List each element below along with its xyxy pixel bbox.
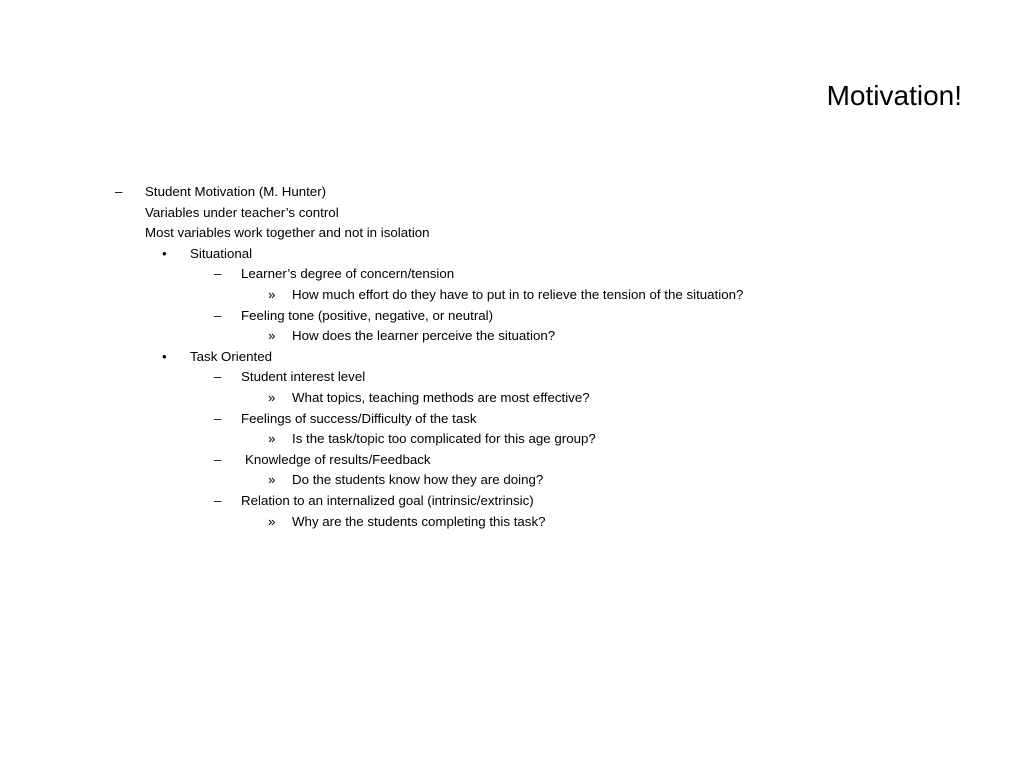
list-item [0,388,1024,409]
raquo-marker: » [268,472,276,488]
raquo-marker: » [268,389,276,405]
raquo-marker: » [268,328,276,344]
list-item-text: Variables under teacher’s control [145,204,339,220]
bullet-marker: • [162,348,167,364]
list-item [0,182,1024,203]
list-item [0,450,1024,471]
list-item [0,409,1024,430]
raquo-marker: » [268,431,276,447]
bullet-marker: • [162,245,167,261]
list-item-text: Knowledge of results/Feedback [245,451,431,467]
dash-marker: – [115,184,123,199]
list-item-text: How does the learner perceive the situation? [292,328,556,344]
list-item [0,367,1024,388]
list-item-text: Student interest level [241,369,366,385]
list-item-text: Student Motivation (M. Hunter) [145,184,327,199]
list-item [0,306,1024,327]
list-item [0,285,1024,306]
dash-marker: – [214,451,222,467]
slide-title: Motivation! [826,80,962,111]
dash-marker: – [214,266,222,282]
list-item-text: Feeling tone (positive, negative, or neutral) [241,307,494,323]
list-item [0,264,1024,285]
list-item-text: How much effort do they have to put in to relieve the tension of the situation? [292,286,744,302]
list-item [0,429,1024,450]
list-item-text: Is the task/topic too complicated for this age group? [292,431,596,447]
raquo-marker: » [268,286,276,302]
list-item [0,326,1024,347]
list-item-text: Learner’s degree of concern/tension [241,266,455,282]
list-item-text: Situational [190,245,253,261]
list-item-text: Relation to an internalized goal (intrinsic/extrinsic) [241,492,534,508]
list-item-text: Task Oriented [190,348,273,364]
dash-marker: – [214,492,222,508]
list-item [0,491,1024,512]
list-item [0,244,1024,265]
list-item [0,223,1024,244]
list-item-text: Do the students know how they are doing? [292,472,544,488]
dash-marker: – [214,410,222,426]
list-item-text: Feelings of success/Difficulty of the task [241,410,477,426]
list-item-text: Why are the students completing this task? [292,513,546,529]
list-item [0,512,1024,533]
list-item-text: What topics, teaching methods are most effective? [292,389,590,405]
list-item [0,470,1024,491]
list-item-text: Most variables work together and not in isolation [145,225,430,241]
list-item [0,203,1024,224]
dash-marker: – [214,307,222,323]
raquo-marker: » [268,513,276,529]
slide-content [0,182,1024,532]
dash-marker: – [214,369,222,385]
list-item [0,347,1024,368]
